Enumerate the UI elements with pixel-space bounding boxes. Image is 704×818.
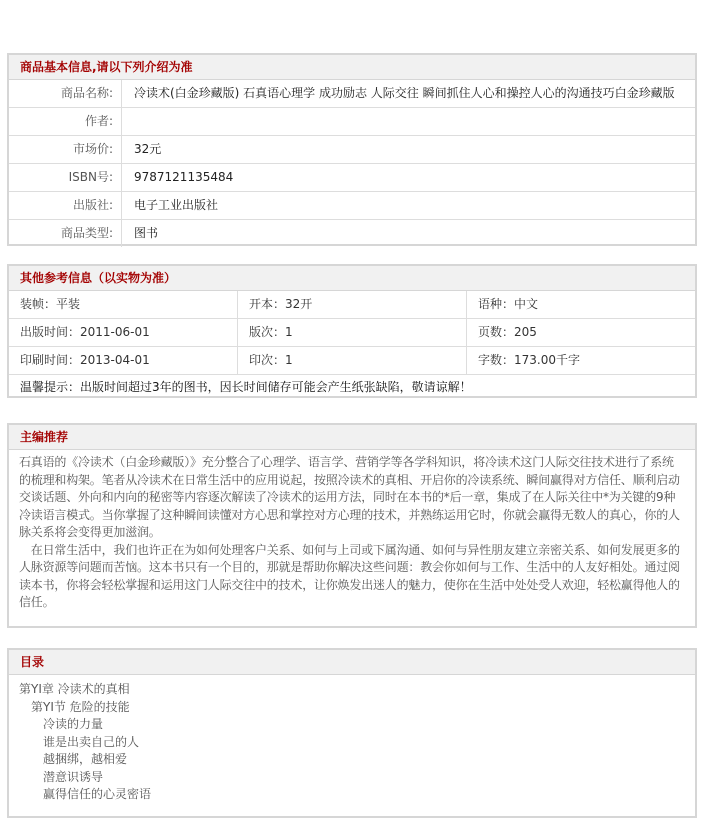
row-label: 商品类型:: [9, 220, 122, 247]
isbn-value: 9787121135484: [134, 170, 234, 184]
toc-list: [9, 675, 695, 804]
info-row-price: [9, 136, 695, 164]
language-cell: 语种：中文: [478, 297, 539, 311]
toc-panel: [7, 648, 697, 818]
editor-recommend-text: [9, 450, 695, 620]
word-count-cell: 字数：173.00千字: [478, 353, 580, 367]
format-cell: 开本：32开: [238, 291, 467, 318]
other-info-row: [9, 291, 695, 319]
toc-item: 潜意识诱导: [19, 769, 104, 784]
basic-info-title: 商品基本信息,请以下列介绍为准: [9, 55, 695, 80]
row-label: 商品名称:: [9, 80, 122, 107]
product-name-value: 冷读术(白金珍藏版) 石真语心理学 成功励志 人际交往 瞬间抓住人心和操控人心的沟通技巧白金珍藏版: [134, 86, 675, 100]
info-row-isbn: [9, 164, 695, 192]
pages-cell: 页数：205: [478, 325, 537, 339]
other-info-panel: [7, 264, 697, 398]
author-value: [122, 108, 134, 135]
info-row-publisher: [9, 192, 695, 220]
publisher-value: 电子工业出版社: [134, 198, 219, 212]
row-label: 市场价:: [9, 136, 122, 163]
print-date-cell: 印刷时间：2013-04-01: [9, 347, 238, 374]
info-row-name: [9, 80, 695, 108]
info-row-type: [9, 220, 695, 247]
toc-item: 越捆绑，越相爱: [19, 752, 128, 766]
toc-item: 第YI节 危险的技能: [19, 699, 130, 714]
price-value: 32元: [134, 142, 162, 156]
toc-title: 目录: [9, 650, 695, 675]
other-info-row: [9, 319, 695, 347]
toc-item: 冷读的力量: [19, 717, 104, 731]
info-row-author: [9, 108, 695, 136]
row-label: ISBN号:: [9, 164, 122, 191]
binding-cell: 装帧：平装: [9, 291, 238, 318]
other-info-row: [9, 347, 695, 375]
edition-cell: 版次：1: [238, 319, 467, 346]
toc-item: 谁是出卖自己的人: [19, 734, 140, 749]
row-label: 作者:: [9, 108, 122, 135]
toc-item: 赢得信任的心灵密语: [19, 787, 152, 801]
publish-date-cell: 出版时间：2011-06-01: [9, 319, 238, 346]
toc-item: 第YI章 冷读术的真相: [19, 682, 130, 696]
editor-recommend-title: 主编推荐: [9, 425, 695, 450]
printing-cell: 印次：1: [238, 347, 467, 374]
basic-info-panel: [7, 53, 697, 246]
other-info-title: 其他参考信息（以实物为准）: [9, 266, 695, 291]
row-label: 出版社:: [9, 192, 122, 219]
storage-notice: 温馨提示：出版时间超过3年的图书，因长时间储存可能会产生纸张缺陷，敬请谅解！: [20, 380, 472, 394]
editor-paragraph-1: 石真语的《冷读术（白金珍藏版）》充分整合了心理学、语言学、营销学等各学科知识，将冷读术这门人际交往技术进行了系统的梳理和构架。笔者从冷读术在日常生活中的应用说起，按照冷读术的真相、开启你的冷读系统、瞬间赢得对方信任、顺利启动交谈话题、外向和内向的秘密等内容逐次解读了冷读术的运用方法，同时在本书的*后一章，集成了在人际关往中*为关键的9种冷读语言模式。当你掌握了这种瞬间读懂对方心思和掌控对方心理的技术，并熟练运用它时，你就会赢得无数人的真心，你的人脉关系将会变得更加滋润。: [19, 455, 680, 539]
product-type-value: 图书: [134, 226, 159, 240]
editor-recommend-panel: [7, 423, 697, 628]
editor-paragraph-2: 在日常生活中，我们也许正在为如何处理客户关系、如何与上司或下属沟通、如何与异性朋友建立亲密关系、如何发展更多的人脉资源等问题而苦恼。这本书只有一个目的，那就是帮助你解决这些问题：教会你如何与工作、生活中的人友好相处。通过阅读本书，你将会轻松掌握和运用这门人际交往中的技术，让你焕发出迷人的魅力，使你在生活中处处受人欢迎，轻松赢得他人的信任。: [19, 542, 680, 609]
